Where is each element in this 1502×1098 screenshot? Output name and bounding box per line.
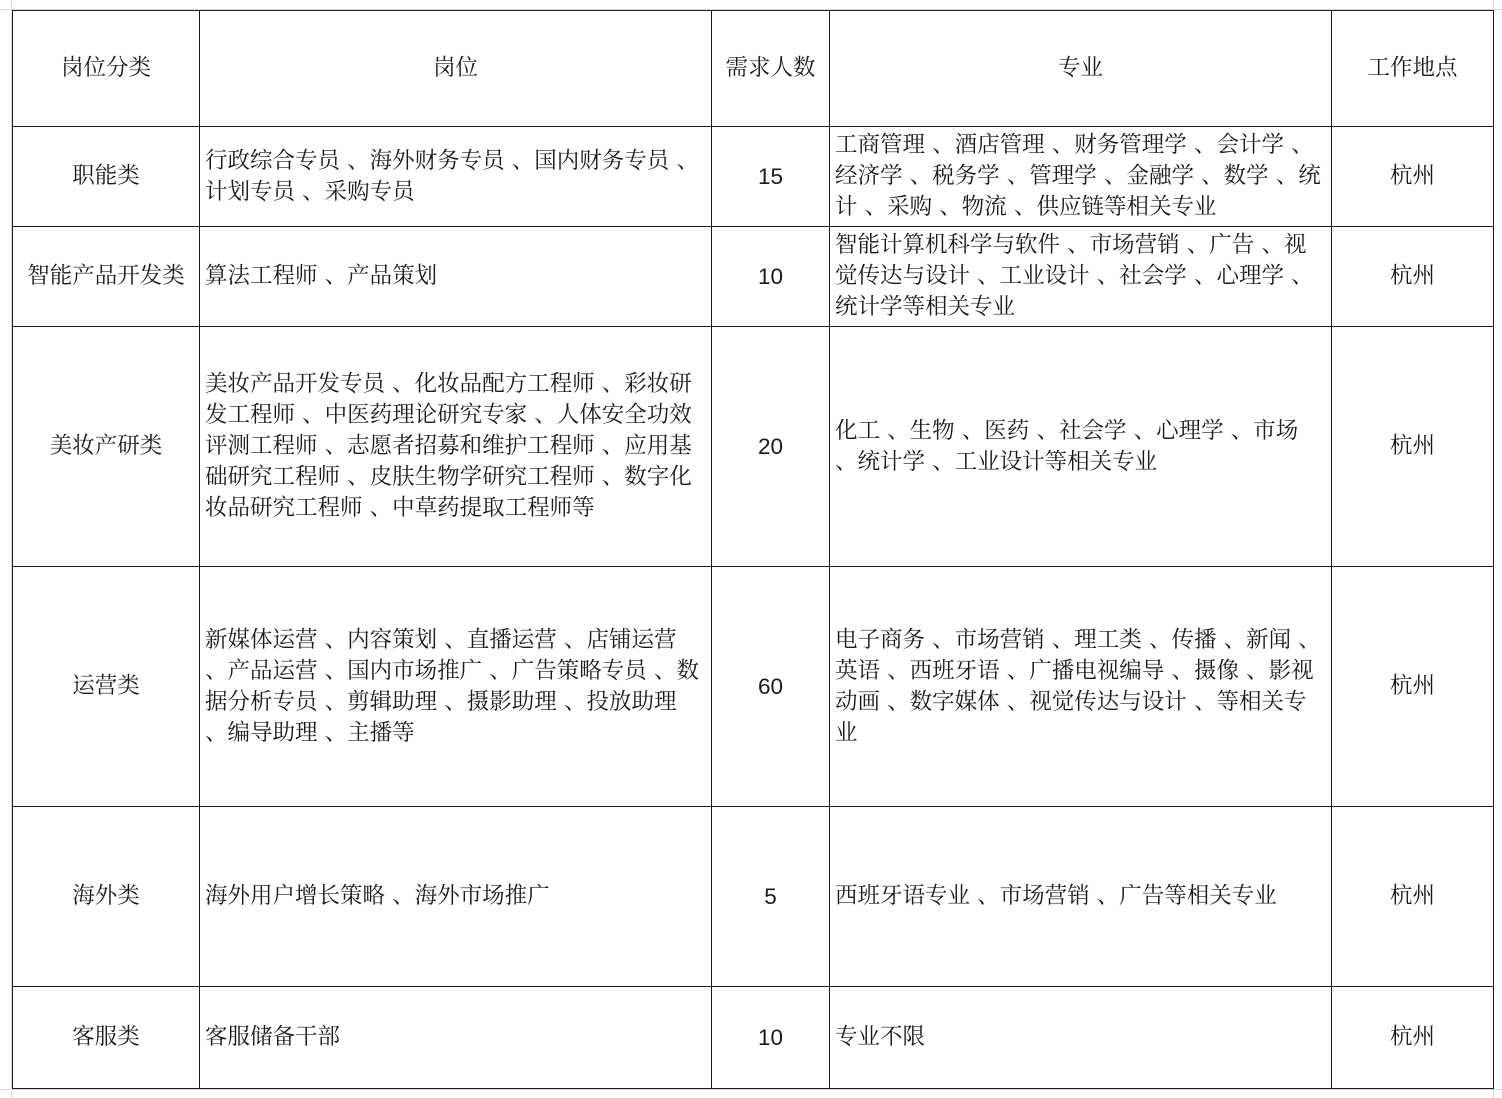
cell-position[interactable] xyxy=(200,807,712,987)
table-row xyxy=(13,227,1494,327)
cell-headcount[interactable]: 10 xyxy=(712,987,830,1089)
cell-major[interactable] xyxy=(830,807,1332,987)
cell-location[interactable]: 杭州 xyxy=(1332,227,1494,327)
cell-major[interactable] xyxy=(830,227,1332,327)
cell-headcount[interactable]: 15 xyxy=(712,127,830,227)
cell-major[interactable] xyxy=(830,567,1332,807)
header-location[interactable]: 工作地点 xyxy=(1332,11,1494,127)
cell-location[interactable]: 杭州 xyxy=(1332,807,1494,987)
cell-category[interactable]: 职能类 xyxy=(13,127,200,227)
cell-category[interactable]: 智能产品开发类 xyxy=(13,227,200,327)
cell-major-text: 智能计算机科学与软件 、市场营销 、广告 、视觉传达与设计 、工业设计 、社会学 、心理学 、统计学等相关专业 xyxy=(835,232,1314,320)
cell-category[interactable]: 美妆产研类 xyxy=(13,327,200,567)
table-row xyxy=(13,987,1494,1089)
cell-headcount[interactable]: 5 xyxy=(712,807,830,987)
cell-major-text: 西班牙语专业 、市场营销 、广告等相关专业 xyxy=(835,883,1277,909)
cell-position[interactable] xyxy=(200,127,712,227)
cell-major-text: 专业不限 xyxy=(835,1024,926,1050)
grid-line xyxy=(0,1089,1502,1090)
cell-position[interactable] xyxy=(200,567,712,807)
table-row xyxy=(13,127,1494,227)
cell-major-text: 电子商务 、市场营销 、理工类 、传播 、新闻 、英语 、西班牙语 、广播电视编导 、摄像 、影视动画 、数字媒体 、视觉传达与设计 、等相关专业 xyxy=(835,626,1321,746)
cell-location[interactable]: 杭州 xyxy=(1332,127,1494,227)
table-row xyxy=(13,327,1494,567)
cell-location[interactable]: 杭州 xyxy=(1332,327,1494,567)
table-row xyxy=(13,807,1494,987)
cell-major[interactable] xyxy=(830,127,1332,227)
header-row xyxy=(13,11,1494,127)
cell-position-text: 客服储备干部 xyxy=(205,1024,341,1050)
header-position[interactable]: 岗位 xyxy=(200,11,712,127)
cell-major-text: 工商管理 、酒店管理 、财务管理学 、会计学 、经济学 、税务学 、管理学 、金融学 、数学 、统计 、采购 、物流 、供应链等相关专业 xyxy=(835,132,1321,220)
cell-position-text: 海外用户增长策略 、海外市场推广 xyxy=(205,883,550,909)
cell-headcount[interactable]: 60 xyxy=(712,567,830,807)
header-major[interactable]: 专业 xyxy=(830,11,1332,127)
cell-major-text: 化工 、生物 、医药 、社会学 、心理学 、市场 、统计学 、工业设计等相关专业 xyxy=(835,417,1299,475)
cell-category[interactable]: 海外类 xyxy=(13,807,200,987)
table-row xyxy=(13,567,1494,807)
cell-position-text: 行政综合专员 、海外财务专员 、国内财务专员 、计划专员 、采购专员 xyxy=(205,147,699,205)
cell-position-text: 美妆产品开发专员 、化妆品配方工程师 、彩妆研发工程师 、中医药理论研究专家 、人体安全功效评测工程师 、志愿者招募和维护工程师 、应用基础研究工程师 、皮肤生物学研究工程师 、数字化妆品研究工程师 、中草药提取工程师等 xyxy=(205,371,692,521)
cell-major[interactable] xyxy=(830,327,1332,567)
cell-position[interactable] xyxy=(200,987,712,1089)
cell-position-text: 新媒体运营 、内容策划 、直播运营 、店铺运营 、产品运营 、国内市场推广 、广告策略专员 、数据分析专员 、剪辑助理 、摄影助理 、投放助理 、编导助理 、主播等 xyxy=(205,626,699,746)
cell-major[interactable] xyxy=(830,987,1332,1089)
header-category[interactable]: 岗位分类 xyxy=(13,11,200,127)
cell-position-text: 算法工程师 、产品策划 xyxy=(205,263,438,289)
cell-category[interactable]: 客服类 xyxy=(13,987,200,1089)
cell-position[interactable] xyxy=(200,227,712,327)
cell-headcount[interactable]: 20 xyxy=(712,327,830,567)
cell-location[interactable]: 杭州 xyxy=(1332,567,1494,807)
recruitment-table xyxy=(12,10,1494,1089)
cell-headcount[interactable]: 10 xyxy=(712,227,830,327)
cell-category[interactable]: 运营类 xyxy=(13,567,200,807)
cell-position[interactable] xyxy=(200,327,712,567)
header-headcount[interactable]: 需求人数 xyxy=(712,11,830,127)
cell-location[interactable]: 杭州 xyxy=(1332,987,1494,1089)
